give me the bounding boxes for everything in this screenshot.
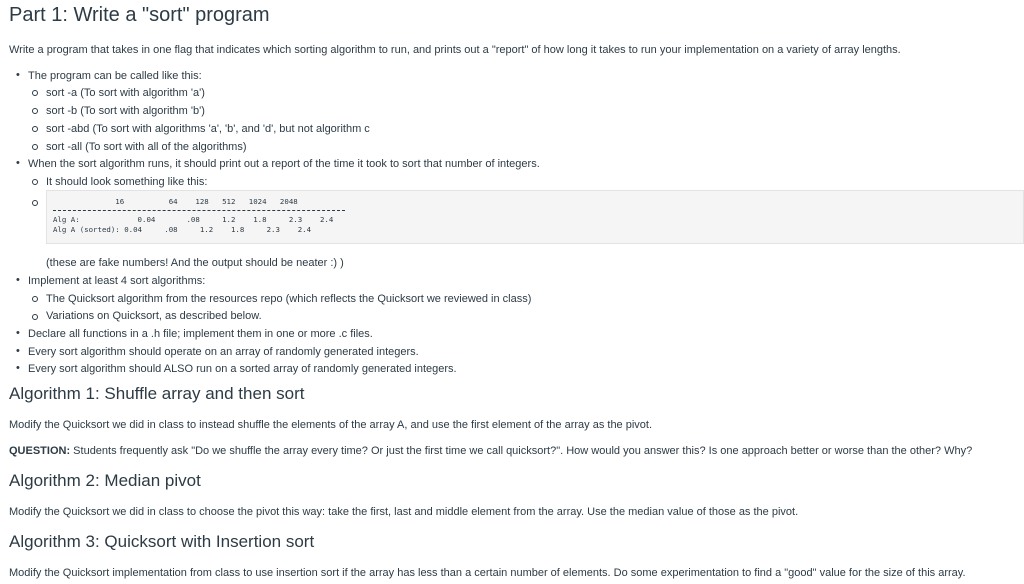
- bullet-dot: •: [16, 157, 20, 169]
- sub-item-variations: Variations on Quicksort, as described below.: [46, 310, 262, 322]
- sub-bullet-circle: [32, 126, 38, 132]
- bullet-random-array: Every sort algorithm should operate on an array of randomly generated integers.: [28, 346, 419, 358]
- bullet-dot: •: [16, 274, 20, 286]
- sub-bullet-circle: [32, 200, 38, 206]
- bullet-dot: •: [16, 327, 20, 339]
- sub-bullet-circle: [32, 179, 38, 185]
- sub-item-sort-a: sort -a (To sort with algorithm 'a'): [46, 87, 205, 99]
- bullet-report: When the sort algorithm runs, it should print out a report of the time it took to sort that number of integers.: [28, 158, 540, 170]
- bullet-program-call: The program can be called like this:: [28, 70, 202, 82]
- sub-item-look-like: It should look something like this:: [46, 176, 208, 188]
- code-header-row: 16 64 128 512 1024 2048: [53, 197, 298, 206]
- page-title: Part 1: Write a "sort" program: [9, 4, 270, 26]
- bullet-implement: Implement at least 4 sort algorithms:: [28, 275, 206, 287]
- algorithm-3-heading: Algorithm 3: Quicksort with Insertion sort: [9, 532, 315, 551]
- sub-bullet-circle: [32, 90, 38, 96]
- algorithm-1-heading: Algorithm 1: Shuffle array and then sort: [9, 384, 305, 403]
- sub-bullet-circle: [32, 314, 38, 320]
- code-row-alg-a-sorted: Alg A (sorted): 0.04 .08 1.2 1.8 2.3 2.4: [53, 225, 312, 234]
- intro-paragraph: Write a program that takes in one flag that indicates which sorting algorithm to run, and prints out a "report" of how long it takes to run your implementation on a variety of array lengths.: [9, 44, 901, 56]
- algorithm-2-heading: Algorithm 2: Median pivot: [9, 471, 201, 490]
- sub-item-sort-abd: sort -abd (To sort with algorithms 'a', 'b', and 'd', but not algorithm c: [46, 123, 370, 135]
- fake-numbers-note: (these are fake numbers! And the output should be neater :) ): [46, 257, 344, 269]
- sub-bullet-circle: [32, 144, 38, 150]
- sub-bullet-circle: [32, 108, 38, 114]
- bullet-dot: •: [16, 345, 20, 357]
- algorithm-2-text: Modify the Quicksort we did in class to choose the pivot this way: take the first, last and middle element from the array. Use the median value of those as the pivot.: [9, 506, 799, 518]
- sub-bullet-circle: [32, 296, 38, 302]
- sub-item-sort-all: sort -all (To sort with all of the algorithms): [46, 141, 247, 153]
- question-text: Students frequently ask "Do we shuffle the array every time? Or just the first time we call quicksort?". How would you answer this? Is one approach better or worse than the other? Why?: [70, 445, 973, 457]
- question-label: QUESTION:: [9, 445, 71, 457]
- sub-item-quicksort-repo: The Quicksort algorithm from the resources repo (which reflects the Quicksort we reviewed in class): [46, 293, 532, 305]
- bullet-dot: •: [16, 69, 20, 81]
- algorithm-1-text: Modify the Quicksort we did in class to instead shuffle the elements of the array A, and use the first element of the array as the pivot.: [9, 419, 653, 431]
- sample-output-code-block: [46, 190, 1024, 244]
- bullet-dot: •: [16, 362, 20, 374]
- bullet-declare-functions: Declare all functions in a .h file; implement them in one or more .c files.: [28, 328, 373, 340]
- question-paragraph: [9, 445, 972, 457]
- code-dashed-divider: [53, 210, 345, 211]
- sub-item-sort-b: sort -b (To sort with algorithm 'b'): [46, 105, 205, 117]
- bullet-sorted-array: Every sort algorithm should ALSO run on a sorted array of randomly generated integers.: [28, 363, 457, 375]
- algorithm-3-text: Modify the Quicksort implementation from class to use insertion sort if the array has less than a certain number of elements. Do some experimentation to find a "good" value for the size of this array.: [9, 567, 966, 579]
- code-row-alg-a: Alg A: 0.04 .08 1.2 1.8 2.3 2.4: [53, 215, 334, 224]
